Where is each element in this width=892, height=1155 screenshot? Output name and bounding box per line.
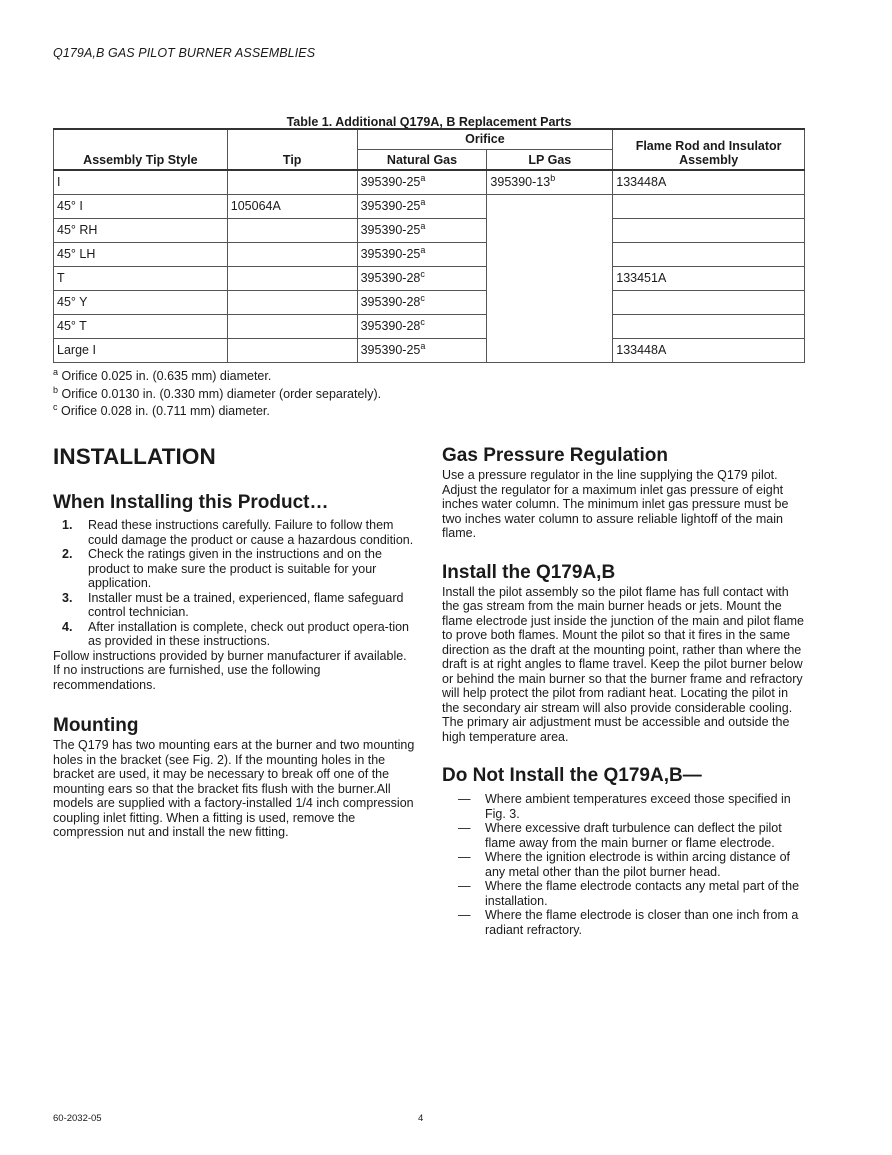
part-number: 395390-28 bbox=[360, 318, 421, 333]
cell-tip bbox=[227, 218, 357, 242]
cell-natural-gas bbox=[357, 242, 487, 266]
footnote-text: Orifice 0.028 in. (0.711 mm) diameter. bbox=[60, 404, 270, 418]
replacement-parts-table bbox=[53, 128, 805, 363]
cell-flame-rod: 133448A bbox=[613, 338, 805, 362]
table-row bbox=[54, 338, 805, 362]
table-row bbox=[54, 314, 805, 338]
part-number: 395390-25 bbox=[360, 222, 421, 237]
when-installing-heading: When Installing this Product… bbox=[53, 492, 329, 513]
do-not-install-heading: Do Not Install the Q179A,B— bbox=[442, 765, 702, 786]
footnote bbox=[53, 386, 381, 404]
step-text: Installer must be a trained, experienced, flame safeguard control technician. bbox=[88, 590, 404, 619]
list-item bbox=[53, 547, 415, 591]
dash-mark: — bbox=[458, 792, 471, 806]
cell-tip bbox=[227, 290, 357, 314]
table-footnotes bbox=[53, 368, 381, 421]
footnote-ref: c bbox=[420, 268, 425, 279]
footnote-ref: a bbox=[420, 172, 426, 183]
installation-heading: INSTALLATION bbox=[53, 444, 216, 469]
footnote bbox=[53, 403, 381, 421]
gas-pressure-heading: Gas Pressure Regulation bbox=[442, 445, 668, 466]
cell-style: 45° RH bbox=[54, 218, 228, 242]
cell-flame-rod bbox=[613, 218, 805, 242]
footnote-ref: c bbox=[420, 316, 425, 327]
cell-flame-rod: 133451A bbox=[613, 266, 805, 290]
cell-style: T bbox=[54, 266, 228, 290]
item-text: Where the ignition electrode is within arcing distance of any metal other than the pilot burner head. bbox=[485, 850, 791, 879]
cell-natural-gas bbox=[357, 266, 487, 290]
step-number: 3. bbox=[62, 590, 73, 605]
cell-lp-gas-merged bbox=[487, 194, 613, 362]
item-text: Where excessive draft turbulence can deflect the pilot flame away from the main burner or flame electrode. bbox=[485, 821, 782, 850]
table-row bbox=[54, 266, 805, 290]
list-item bbox=[442, 879, 804, 908]
cell-style: 45° T bbox=[54, 314, 228, 338]
header-flame-rod: Flame Rod and Insulator Assembly bbox=[613, 129, 805, 170]
step-number: 1. bbox=[62, 518, 73, 532]
list-item bbox=[442, 850, 804, 879]
list-item bbox=[53, 620, 415, 649]
list-item bbox=[442, 792, 804, 821]
cell-natural-gas bbox=[357, 314, 487, 338]
header-tip: Tip bbox=[227, 129, 357, 170]
cell-lp-gas bbox=[487, 170, 613, 194]
cell-tip bbox=[227, 170, 357, 194]
left-column bbox=[53, 444, 415, 840]
table-title: Table 1. Additional Q179A, B Replacement Parts bbox=[286, 115, 572, 129]
dash-mark: — bbox=[458, 850, 471, 864]
footnote-ref: b bbox=[550, 172, 556, 183]
cell-tip bbox=[227, 242, 357, 266]
cell-flame-rod bbox=[613, 290, 805, 314]
document-number: 60-2032-05 bbox=[53, 1113, 102, 1124]
step-text: Check the ratings given in the instructions and on the product to make sure the product is suitable for your application. bbox=[88, 547, 382, 590]
part-number: 395390-25 bbox=[360, 198, 421, 213]
header-natural-gas: Natural Gas bbox=[357, 149, 487, 170]
footnote bbox=[53, 368, 381, 386]
header-assembly-tip-style: Assembly Tip Style bbox=[54, 129, 228, 170]
footnote-text: Orifice 0.0130 in. (0.330 mm) diameter (order separately). bbox=[61, 386, 382, 401]
do-not-install-list bbox=[442, 792, 804, 937]
cell-natural-gas bbox=[357, 218, 487, 242]
step-text: Read these instructions carefully. Failure to follow them could damage the product or cause a hazardous condition. bbox=[88, 518, 414, 547]
footnote-ref: a bbox=[420, 220, 426, 231]
list-item bbox=[53, 591, 415, 620]
follow-instructions-text: Follow instructions provided by burner manufacturer if available. If no instructions are furnished, use the following recommendations. bbox=[53, 648, 407, 692]
cell-style: 45° Y bbox=[54, 290, 228, 314]
footnote-mark: c bbox=[53, 401, 58, 412]
dash-mark: — bbox=[458, 821, 471, 835]
list-item bbox=[53, 518, 415, 547]
cell-style: Large I bbox=[54, 338, 228, 362]
step-number: 2. bbox=[62, 547, 73, 561]
cell-flame-rod: 133448A bbox=[613, 170, 805, 194]
header-orifice: Orifice bbox=[357, 129, 613, 149]
cell-flame-rod bbox=[613, 242, 805, 266]
cell-style: 45° I bbox=[54, 194, 228, 218]
table-row bbox=[54, 194, 805, 218]
item-text: Where the flame electrode contacts any metal part of the installation. bbox=[485, 879, 800, 908]
footnote-ref: a bbox=[420, 244, 426, 255]
cell-style: I bbox=[54, 170, 228, 194]
page-number: 4 bbox=[418, 1113, 424, 1124]
part-number: 395390-28 bbox=[360, 270, 421, 285]
cell-natural-gas bbox=[357, 170, 487, 194]
footnote-ref: a bbox=[420, 340, 426, 351]
table-row bbox=[54, 242, 805, 266]
gas-pressure-text: Use a pressure regulator in the line supplying the Q179 pilot. Adjust the regulator for a maximum inlet gas pressure of eight inches water column. The minimum inlet gas pressure must be two inches water column to assure reliable lightoff of the main flame. bbox=[442, 468, 789, 540]
cell-flame-rod bbox=[613, 314, 805, 338]
cell-natural-gas bbox=[357, 290, 487, 314]
step-text: After installation is complete, check out product opera-tion as provided in these instructions. bbox=[88, 619, 410, 648]
cell-natural-gas bbox=[357, 194, 487, 218]
item-text: Where ambient temperatures exceed those specified in Fig. 3. bbox=[485, 792, 791, 821]
part-number: 395390-25 bbox=[360, 342, 421, 357]
part-number: 395390-13 bbox=[490, 175, 551, 189]
footnote-ref: a bbox=[420, 196, 426, 207]
footnote-text: Orifice 0.025 in. (0.635 mm) diameter. bbox=[61, 369, 272, 383]
install-q179-text: Install the pilot assembly so the pilot flame has full contact with the gas stream from the main burner heads or jets. Mount the flame electrode just inside the junction of the main and pilot flame to prove both flames. Mount the pilot so that it fires in the same direction as the draft at the mounting point, rather than where the draft is at right angles to flame travel. Keep the pilot burner below or behind the main burner so that the burner frame and refractory will help protect the pilot from radiant heat. Locating the pilot in the secondary air stream will also provide considerable cooling. The primary air adjustment must be accessible and outside the high temperature area. bbox=[442, 584, 805, 744]
right-column bbox=[442, 444, 804, 937]
install-q179-heading: Install the Q179A,B bbox=[442, 561, 616, 583]
table-row bbox=[54, 170, 805, 194]
header-lp-gas: LP Gas bbox=[487, 149, 613, 170]
cell-tip bbox=[227, 314, 357, 338]
footnote-mark: a bbox=[53, 366, 59, 377]
list-item bbox=[442, 908, 804, 937]
cell-flame-rod bbox=[613, 194, 805, 218]
item-text: Where the flame electrode is closer than one inch from a radiant refractory. bbox=[485, 908, 799, 937]
list-item bbox=[442, 821, 804, 850]
part-number: 395390-25 bbox=[360, 246, 421, 261]
dash-mark: — bbox=[458, 908, 471, 922]
cell-tip bbox=[227, 338, 357, 362]
table-row bbox=[54, 218, 805, 242]
part-number: 395390-25 bbox=[360, 175, 421, 189]
mounting-heading: Mounting bbox=[53, 715, 139, 736]
cell-tip: 105064A bbox=[227, 194, 357, 218]
table-row bbox=[54, 290, 805, 314]
step-number: 4. bbox=[62, 619, 73, 634]
mounting-text: The Q179 has two mounting ears at the burner and two mounting holes in the bracket (see Fig. 2). If the mounting holes in the bracket are used, it may be necessary to break off one of the mounting ears so that the bracket fits flush with the burner.All models are supplied with a factory-installed 1/4 inch compression coupling inlet fitting. When a fitting is used, remove the compression nut and install the new fitting. bbox=[53, 738, 415, 839]
footnote-ref: c bbox=[420, 292, 425, 303]
dash-mark: — bbox=[458, 879, 471, 893]
footnote-mark: b bbox=[53, 384, 59, 395]
running-head: Q179A,B GAS PILOT BURNER ASSEMBLIES bbox=[53, 46, 316, 60]
cell-tip bbox=[227, 266, 357, 290]
installation-steps bbox=[53, 518, 415, 649]
cell-style: 45° LH bbox=[54, 242, 228, 266]
part-number: 395390-28 bbox=[360, 294, 421, 309]
cell-natural-gas bbox=[357, 338, 487, 362]
